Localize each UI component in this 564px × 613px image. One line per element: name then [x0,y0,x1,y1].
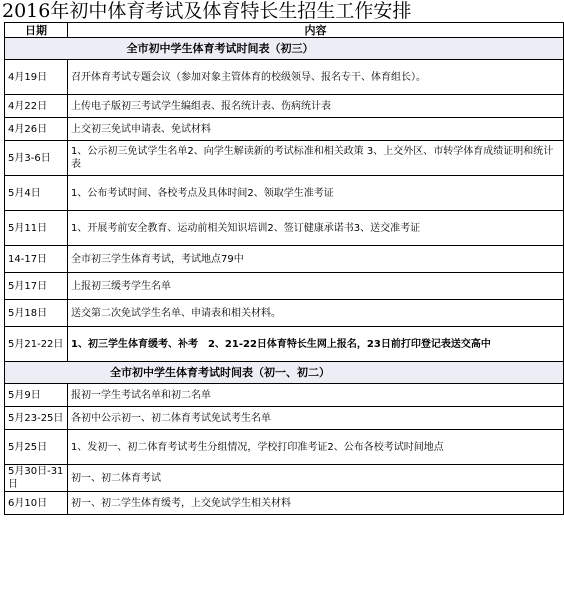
schedule-table [4,22,564,515]
content-cell: 报初一学生考试名单和初二名单 [68,384,564,407]
content-cell: 各初中公示初一、初二体育考试免试考生名单 [68,407,564,430]
section-heading-row [5,362,564,384]
date-cell: 5月18日 [5,300,68,327]
date-cell: 4月19日 [5,60,68,95]
date-cell: 14-17日 [5,246,68,273]
table-row [5,273,564,300]
document-title: 2016年初中体育考试及体育特长生招生工作安排 [2,0,412,22]
date-cell: 5月21-22日 [5,327,68,362]
date-cell: 5月11日 [5,211,68,246]
table-row [5,430,564,465]
table-row [5,300,564,327]
date-cell: 5月23-25日 [5,407,68,430]
content-cell: 送交第二次免试学生名单、申请表和相关材料。 [68,300,564,327]
header-row [5,23,564,38]
date-cell: 5月25日 [5,430,68,465]
table-row [5,407,564,430]
table-row [5,176,564,211]
section-heading: 全市初中学生体育考试时间表（初三） [5,38,564,60]
section-heading: 全市初中学生体育考试时间表（初一、初二） [5,362,564,384]
content-cell: 召开体育考试专题会议（参加对象主管体育的校级领导、报名专干、体育组长）。 [68,60,564,95]
table-row [5,95,564,118]
date-column-header: 日期 [5,23,68,38]
content-cell: 初一、初二学生体育缓考，上交免试学生相关材料 [68,492,564,515]
content-cell: 上报初三缓考学生名单 [68,273,564,300]
table-row [5,60,564,95]
content-cell: 初一、初二体育考试 [68,465,564,492]
content-column-header: 内容 [68,23,564,38]
content-cell: 1、发初一、初二体育考试考生分组情况，学校打印准考证2、公布各校考试时间地点 [68,430,564,465]
content-cell: 上交初三免试申请表、免试材料 [68,118,564,141]
section-heading-row [5,38,564,60]
table-row [5,327,564,362]
content-cell: 1、公布考试时间、各校考点及具体时间2、领取学生准考证 [68,176,564,211]
date-cell: 6月10日 [5,492,68,515]
date-cell: 4月26日 [5,118,68,141]
content-cell: 1、开展考前安全教育、运动前相关知识培训2、签订健康承诺书3、送交准考证 [68,211,564,246]
table-row [5,246,564,273]
content-cell: 1、公示初三免试学生名单2、向学生解读新的考试标准和相关政策 3、上交外区、市转学体育成绩证明和统计表 [68,141,564,176]
date-cell: 5月30日-31日 [5,465,68,492]
table-row [5,384,564,407]
table-row [5,141,564,176]
date-cell: 5月4日 [5,176,68,211]
content-cell: 上传电子版初三考试学生编组表、报名统计表、伤病统计表 [68,95,564,118]
table-row [5,465,564,492]
table-row [5,211,564,246]
table-row [5,118,564,141]
date-cell: 5月9日 [5,384,68,407]
content-cell: 全市初三学生体育考试，考试地点79中 [68,246,564,273]
date-cell: 5月3-6日 [5,141,68,176]
date-cell: 5月17日 [5,273,68,300]
table-row [5,492,564,515]
content-cell: 1、初三学生体育缓考、补考 2、21-22日体育特长生网上报名，23日前打印登记表送交高中 [68,327,564,362]
date-cell: 4月22日 [5,95,68,118]
